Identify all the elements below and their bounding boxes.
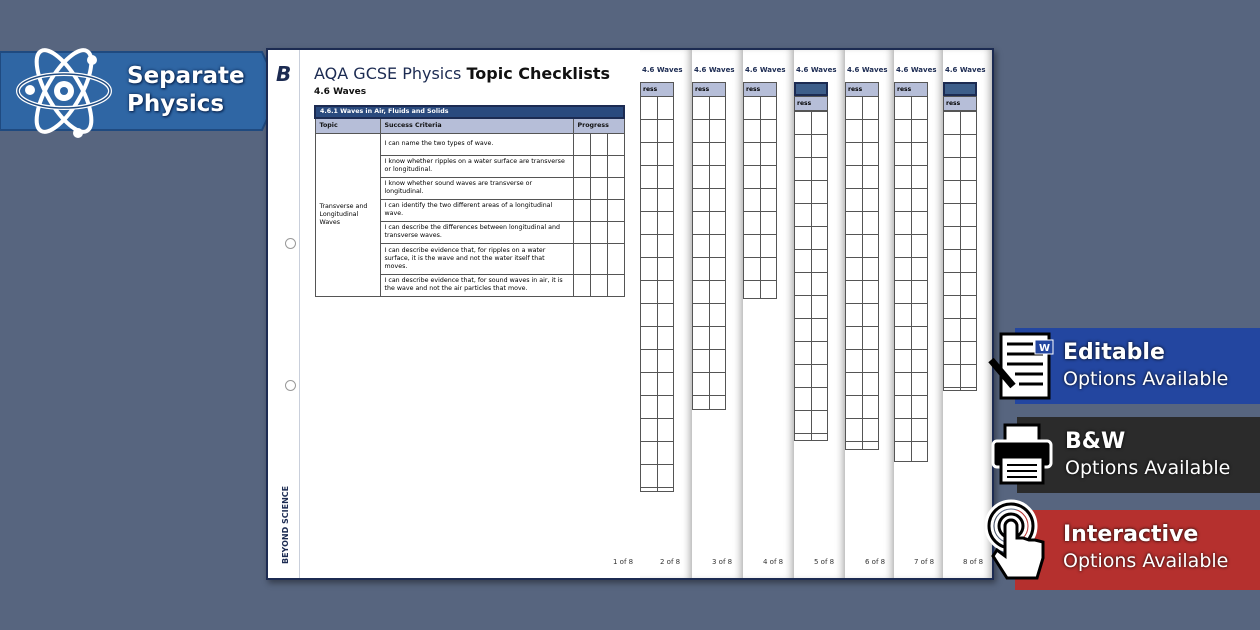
col-criteria: Success Criteria: [380, 118, 573, 133]
beyond-logo: B: [276, 62, 292, 86]
page-3: 4.6 Waves ress 3 of 8: [692, 50, 743, 578]
option-title: Interactive: [1063, 522, 1199, 547]
page-1: [314, 64, 644, 297]
option-title: Editable: [1063, 340, 1165, 365]
binding-margin: [268, 50, 300, 578]
option-title: B&W: [1065, 429, 1126, 454]
criteria-cell: I can describe evidence that, for ripples on a water surface, it is the wave and not the water itself that moves.: [380, 243, 573, 274]
document-preview: [266, 48, 994, 580]
option-subtitle: Options Available: [1063, 550, 1229, 572]
punch-hole: [285, 238, 296, 249]
separate-physics-banner: [0, 50, 280, 132]
page-5: 4.6 Waves ress 5 of 8: [794, 50, 845, 578]
touch-icon: [985, 498, 1051, 588]
page-2: 4.6 Waves ress 2 of 8: [640, 50, 692, 578]
page-subtitle: 4.6 Waves: [314, 87, 367, 97]
section-header: 4.6.1 Waves in Air, Fluids and Solids: [315, 106, 624, 118]
printer-icon: [987, 419, 1057, 489]
criteria-cell: I can identify the two different areas of a longitudinal wave.: [380, 199, 573, 221]
col-topic: Topic: [315, 118, 380, 133]
col-progress: Progress: [573, 118, 624, 133]
page-title: AQA GCSE Physics Topic Checklists: [314, 64, 611, 83]
option-subtitle: Options Available: [1063, 368, 1229, 390]
criteria-cell: I can describe the differences between longitudinal and transverse waves.: [380, 221, 573, 243]
checklist-table: [314, 105, 625, 297]
atom-icon: [14, 38, 114, 144]
page-6: 4.6 Waves ress 6 of 8: [845, 50, 894, 578]
interactive-option[interactable]: [1015, 510, 1260, 590]
page-number: 1 of 8: [613, 558, 634, 566]
word-document-icon: [985, 330, 1057, 404]
svg-text:W: W: [1039, 343, 1051, 354]
criteria-cell: I can describe evidence that, for sound waves in air, it is the wave and not the air particles that move.: [380, 274, 573, 296]
criteria-cell: I can name the two types of wave.: [380, 133, 573, 155]
page-4: 4.6 Waves ress 4 of 8: [743, 50, 794, 578]
topic-cell: Transverse and Longitudinal Waves: [315, 133, 380, 296]
punch-hole: [285, 380, 296, 391]
page-7: 4.6 Waves ress 7 of 8: [894, 50, 943, 578]
bw-option[interactable]: [1017, 417, 1260, 493]
page-8: 4.6 Waves ress 8 of 8: [943, 50, 992, 578]
brand-text: BEYOND SCIENCE: [281, 485, 290, 564]
editable-option[interactable]: [1015, 328, 1260, 404]
banner-line1: Separate: [127, 63, 245, 89]
criteria-cell: I know whether ripples on a water surface are transverse or longitudinal.: [380, 155, 573, 177]
banner-line2: Physics: [127, 91, 225, 117]
criteria-cell: I know whether sound waves are transverse or longitudinal.: [380, 177, 573, 199]
option-subtitle: Options Available: [1065, 457, 1231, 479]
table-row: [315, 133, 624, 155]
